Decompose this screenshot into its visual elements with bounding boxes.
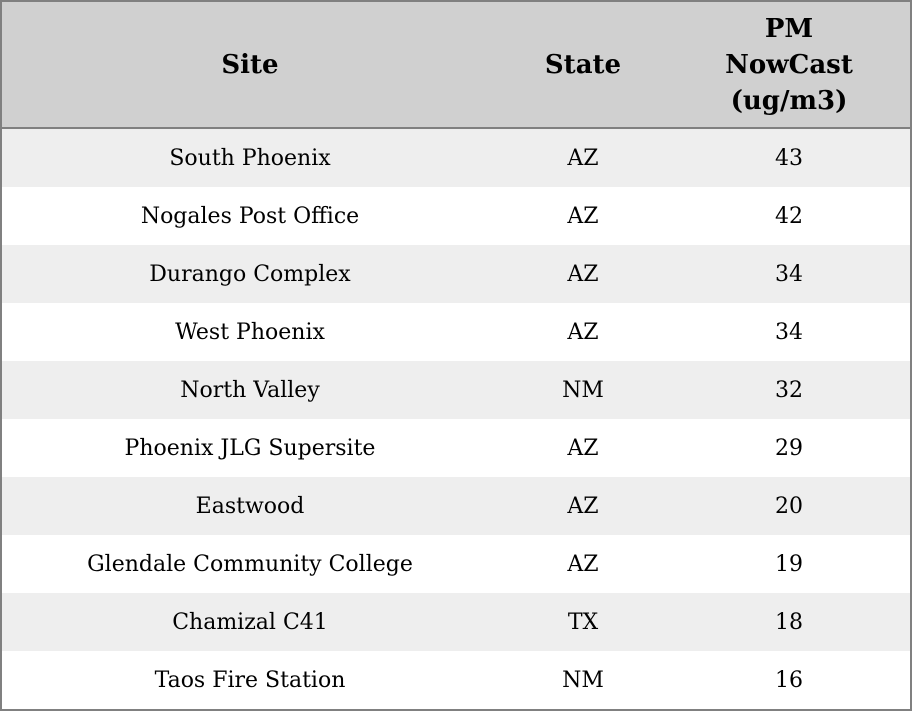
- table-body: [2, 129, 910, 709]
- column-header-site-label: Site: [221, 49, 279, 80]
- site-cell: Phoenix JLG Supersite: [124, 435, 376, 461]
- site-cell: North Valley: [180, 377, 320, 403]
- state-cell: AZ: [567, 203, 599, 229]
- site-cell: Nogales Post Office: [140, 203, 360, 229]
- table-row: [2, 593, 910, 651]
- table-header: [2, 2, 910, 129]
- table-row: [2, 651, 910, 709]
- table-row: [2, 419, 910, 477]
- site-cell: Durango Complex: [149, 261, 351, 287]
- table-row: [2, 477, 910, 535]
- state-cell: TX: [567, 609, 599, 635]
- pm-nowcast-cell: 43: [775, 145, 803, 171]
- state-cell: AZ: [567, 551, 599, 577]
- pm-nowcast-cell: 19: [775, 551, 803, 577]
- state-cell: AZ: [567, 319, 599, 345]
- site-cell: Eastwood: [195, 493, 305, 519]
- site-cell: Glendale Community College: [87, 551, 413, 577]
- state-cell: AZ: [567, 493, 599, 519]
- column-header-pm-line-1: PM: [764, 13, 814, 44]
- column-header-site: [2, 50, 498, 80]
- site-cell: West Phoenix: [175, 319, 325, 345]
- pm-nowcast-cell: 34: [775, 261, 803, 287]
- site-cell: Chamizal C41: [172, 609, 328, 635]
- pm-nowcast-cell: 20: [775, 493, 803, 519]
- state-cell: AZ: [567, 261, 599, 287]
- pm-nowcast-cell: 16: [775, 667, 803, 693]
- table-row: [2, 187, 910, 245]
- column-header-pm-line-3: (ug/m3): [730, 85, 848, 116]
- column-header-pm-nowcast: [668, 11, 910, 119]
- column-header-state-label: State: [544, 49, 622, 80]
- state-cell: NM: [562, 667, 604, 693]
- column-header-state: [498, 50, 668, 80]
- pm-nowcast-cell: 42: [775, 203, 803, 229]
- table-row: [2, 129, 910, 187]
- pm-nowcast-cell: 29: [775, 435, 803, 461]
- pm-nowcast-cell: 34: [775, 319, 803, 345]
- site-cell: Taos Fire Station: [154, 667, 346, 693]
- table-row: [2, 535, 910, 593]
- state-cell: AZ: [567, 435, 599, 461]
- pm-nowcast-cell: 18: [775, 609, 803, 635]
- table-row: [2, 245, 910, 303]
- column-header-pm-line-2: NowCast: [725, 49, 853, 80]
- table-row: [2, 361, 910, 419]
- table-row: [2, 303, 910, 361]
- state-cell: NM: [562, 377, 604, 403]
- site-cell: South Phoenix: [169, 145, 331, 171]
- pm-nowcast-cell: 32: [775, 377, 803, 403]
- state-cell: AZ: [567, 145, 599, 171]
